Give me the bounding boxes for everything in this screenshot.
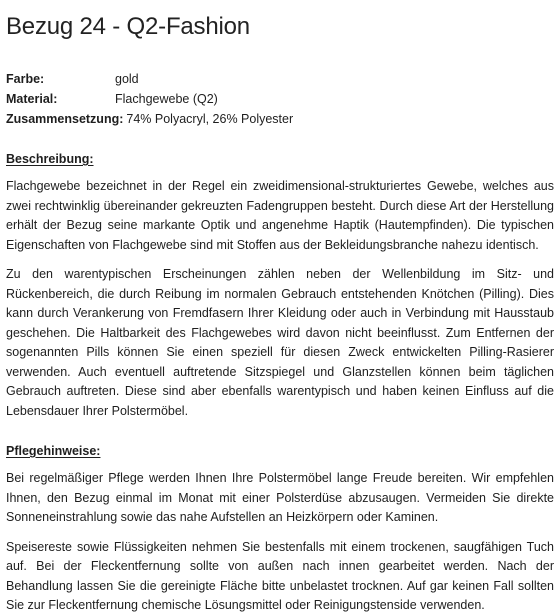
- spec-label: Zusammensetzung:: [6, 112, 124, 126]
- paragraph: Flachgewebe bezeichnet in der Regel ein zweidimensional-strukturiertes Gewebe, welches aus zwei rechtwinklig übereinander gekreuzten Fadengruppen besteht. Durch diese Art der Herstellung erhält der Bezug seine markante Optik und angenehme Haptik (Hautempfinden). Die typischen Eigenschaften von Flachgewebe sind mit Stoffen aus der Bekleidungsbranche nahezu identisch.: [6, 179, 554, 252]
- page-title: Bezug 24 - Q2-Fashion: [6, 13, 250, 40]
- paragraph: Speisereste sowie Flüssigkeiten nehmen Sie bestenfalls mit einem trockenen, saugfähigen Tuch auf. Bei der Fleckentfernung sollte von außen nach innen gearbeitet werden. Nach der Behandlung lassen Sie die gereinigte Fläche bitte unbelastet trocknen. Auf gar keinen Fall sollten Sie zur Fleckentfernung chemische Lösungsmittel oder Reinigungstenside verwenden.: [6, 539, 554, 612]
- spec-value: 74% Polyacryl, 26% Polyester: [126, 112, 294, 126]
- spec-row-color: [6, 69, 554, 89]
- section-description: [6, 151, 554, 421]
- spec-label: Material:: [6, 92, 58, 106]
- section-heading: Pflegehinweise:: [6, 444, 101, 458]
- paragraph: Zu den warentypischen Erscheinungen zählen neben der Wellenbildung im Sitz- und Rückenbereich, die durch Reibung im normalen Gebrauch entstehenden Knötchen (Pilling). Dies kann durch Verankerung von Fremdfasern Ihrer Kleidung oder auch in Verbindung mit Hausstaub geschehen. Die Haltbarkeit des Flachgewebes wird davon nicht beeinflusst. Zum Entfernen der sogenannten Pills können Sie einen speziell für diesen Zweck entwickelten Pilling-Rasierer verwenden. Auch eventuell auftretende Sitzspiegel und Glanzstellen können beim täglichen Gebrauch auftreten. Diese sind aber ebenfalls warentypisch und haben keinen Einfluss auf die Lebensdauer Ihrer Polstermöbel.: [6, 267, 554, 418]
- section-care-instructions: [6, 443, 554, 616]
- spec-row-material: [6, 89, 554, 109]
- specs-list: [6, 69, 554, 129]
- paragraph: Bei regelmäßiger Pflege werden Ihnen Ihre Polstermöbel lange Freude bereiten. Wir empfehlen Ihnen, den Bezug einmal im Monat mit einer Polsterdüse abzusaugen. Vermeiden Sie direkte Sonneneinstrahlung sowie das nahe Aufstellen an Heizkörpern oder Kaminen.: [6, 471, 554, 524]
- spec-label: Farbe:: [6, 72, 45, 86]
- spec-value: Flachgewebe (Q2): [115, 92, 218, 106]
- spec-row-composition: [6, 109, 554, 129]
- section-heading: Beschreibung:: [6, 152, 94, 166]
- spec-value: gold: [115, 72, 139, 86]
